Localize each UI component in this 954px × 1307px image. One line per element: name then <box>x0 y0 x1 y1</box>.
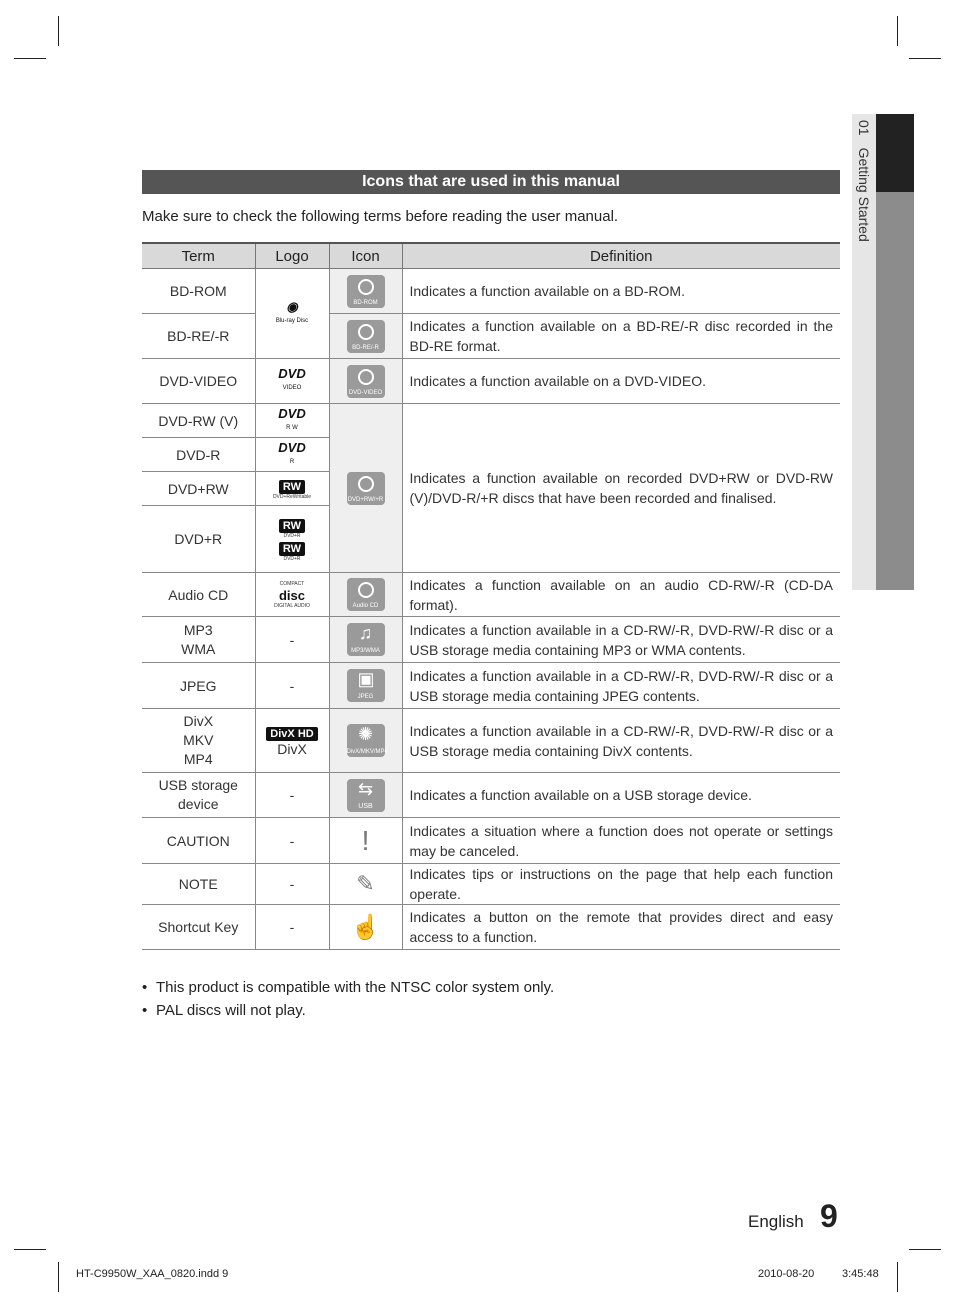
list-item: • This product is compatible with the NTSC color system only. <box>142 976 554 999</box>
dvd-r-logo <box>278 441 305 469</box>
logo-subtext: R <box>289 458 295 465</box>
term-cell <box>142 773 255 818</box>
icon-cell <box>329 573 402 617</box>
definition-cell: Indicates a button on the remote that provides direct and easy access to a function. <box>402 905 840 950</box>
mp3-wma-icon <box>347 623 385 656</box>
term-line: MP4 <box>183 751 213 767</box>
logo-subtext: COMPACT <box>279 580 305 587</box>
logo-cell <box>255 472 329 506</box>
table-row <box>142 663 840 709</box>
crop-mark <box>909 1249 941 1250</box>
logo-cell <box>255 709 329 773</box>
music-note-icon: ♫ <box>358 623 373 643</box>
divx-mkv-mp4-icon <box>346 724 388 757</box>
divx-logo-hd: HD <box>297 728 314 740</box>
usb-symbol-icon: ⇆ <box>357 778 374 799</box>
logo-cell <box>255 573 329 617</box>
icon-caption: BD-RE/-R <box>352 344 379 351</box>
term-cell: DVD-VIDEO <box>142 359 255 404</box>
term-cell: NOTE <box>142 864 255 905</box>
file-slug: HT-C9950W_XAA_0820.indd 9 <box>76 1268 229 1280</box>
bd-rom-icon <box>347 275 385 308</box>
chapter-title: Getting Started <box>856 147 872 242</box>
bluray-logo <box>276 300 308 328</box>
definition-cell: Indicates a function available in a CD-RW/-R, DVD-RW/-R disc or a USB storage media containing JPEG contents. <box>402 663 840 709</box>
crop-mark <box>897 16 898 46</box>
divx-logo <box>266 727 317 741</box>
term-cell: Shortcut Key <box>142 905 255 950</box>
icon-cell <box>329 818 402 864</box>
rw-logo: RW <box>279 519 305 533</box>
icon-cell <box>329 404 402 573</box>
term-cell: DVD-RW (V) <box>142 404 255 438</box>
icon-cell <box>329 663 402 709</box>
logo-cell: - <box>255 617 329 663</box>
film-reel-icon: ✺ <box>357 724 374 744</box>
term-cell: BD-ROM <box>142 269 255 314</box>
definition-cell: Indicates a function available in a CD-RW/-R, DVD-RW/-R disc or a USB storage media containing DivX contents. <box>402 709 840 773</box>
definition-cell: Indicates a function available in a CD-RW/-R, DVD-RW/-R disc or a USB storage media containing MP3 or WMA contents. <box>402 617 840 663</box>
logo-subtext: DIGITAL AUDIO <box>274 602 310 609</box>
header-definition: Definition <box>402 243 840 269</box>
logo-subtext: VIDEO <box>282 385 302 391</box>
chapter-number: 01 <box>856 120 872 136</box>
hand-pointer-icon: ☝ <box>350 913 381 941</box>
crop-mark <box>14 1249 46 1250</box>
logo-caption: DivX <box>277 741 307 757</box>
rw-logo: RW <box>279 542 305 556</box>
term-line: DivX <box>183 713 214 729</box>
icon-caption: MP3/WMA <box>351 648 380 654</box>
side-tab-marker <box>876 114 914 192</box>
logo-cell: - <box>255 905 329 950</box>
table-row <box>142 404 840 438</box>
icon-cell <box>329 864 402 905</box>
divx-logo-text: DivX <box>270 728 295 740</box>
dvd-video-icon <box>347 365 385 398</box>
definition-cell: Indicates a situation where a function does not operate or settings may be canceled. <box>402 818 840 864</box>
disc-glyph <box>358 279 374 295</box>
logo-cell <box>255 269 329 359</box>
intro-text: Make sure to check the following terms before reading the user manual. <box>142 208 619 225</box>
logo-subtext: DVD+R <box>283 533 301 539</box>
notes-list <box>142 976 554 1022</box>
definition-cell: Indicates a function available on an audio CD-RW/-R (CD-DA format). <box>402 573 840 617</box>
dvd-logo-text: DVD <box>278 405 306 421</box>
definition-cell: Indicates a function available on a DVD-VIDEO. <box>402 359 840 404</box>
dvd-logo-text: DVD <box>278 366 306 381</box>
bluray-logo-text: Blu-ray Disc <box>275 317 309 324</box>
language-label: English <box>748 1212 804 1231</box>
table-row <box>142 864 840 905</box>
term-cell <box>142 617 255 663</box>
bd-re-icon <box>347 320 385 353</box>
logo-subtext: R W <box>286 424 298 431</box>
disc-glyph <box>358 324 374 340</box>
dvd-logo-text: DVD <box>278 439 306 455</box>
pencil-icon: ✎ <box>356 871 375 896</box>
side-tab-label <box>856 120 872 242</box>
icon-cell <box>329 773 402 818</box>
definition-cell: Indicates a function available on a BD-ROM. <box>402 269 840 314</box>
definition-cell: Indicates a function available on a BD-RE/-R disc recorded in the BD-RE format. <box>402 314 840 359</box>
icon-caption: DVD+RW/+R <box>347 496 384 503</box>
slug-date: 2010-08-20 <box>758 1268 815 1280</box>
logo-cell: - <box>255 773 329 818</box>
icon-cell <box>329 359 402 404</box>
term-cell: JPEG <box>142 663 255 709</box>
icon-caption: BD-ROM <box>353 299 378 306</box>
logo-cell: - <box>255 663 329 709</box>
icon-caption: JPEG <box>357 694 374 700</box>
term-cell: DVD-R <box>142 438 255 472</box>
table-row <box>142 709 840 773</box>
term-cell: DVD+R <box>142 506 255 573</box>
jpeg-icon <box>347 669 385 702</box>
exclamation-icon: ! <box>361 824 370 856</box>
term-cell: CAUTION <box>142 818 255 864</box>
term-cell: Audio CD <box>142 573 255 617</box>
term-line: device <box>178 796 219 812</box>
term-line: USB storage <box>158 777 238 793</box>
logo-subtext: DVD+ReWritable <box>272 494 312 500</box>
crop-mark <box>909 58 941 59</box>
icon-cell <box>329 709 402 773</box>
term-cell <box>142 709 255 773</box>
table-row <box>142 773 840 818</box>
compact-disc-logo: disc <box>278 587 305 603</box>
dvd-rw-logo <box>278 407 305 435</box>
crop-mark <box>58 1262 59 1292</box>
icon-cell <box>329 314 402 359</box>
header-term: Term <box>142 243 255 269</box>
audio-cd-icon <box>347 578 385 611</box>
icon-caption: USB <box>358 802 373 810</box>
table-row <box>142 269 840 314</box>
icon-cell <box>329 617 402 663</box>
list-item: • PAL discs will not play. <box>142 999 554 1022</box>
table-row <box>142 818 840 864</box>
header-logo: Logo <box>255 243 329 269</box>
definition-cell: Indicates a function available on a USB storage device. <box>402 773 840 818</box>
crop-mark <box>14 58 46 59</box>
usb-icon <box>347 779 385 812</box>
logo-cell <box>255 506 329 573</box>
crop-mark <box>58 16 59 46</box>
term-line: WMA <box>181 640 216 657</box>
table-row <box>142 314 840 359</box>
icon-caption: Audio CD <box>352 603 379 609</box>
logo-subtext: DVD+R <box>283 556 301 562</box>
icon-caption: DivX/MKV/MP4 <box>346 749 388 755</box>
icon-cell <box>329 269 402 314</box>
table-row <box>142 905 840 950</box>
term-cell: DVD+RW <box>142 472 255 506</box>
header-icon: Icon <box>329 243 402 269</box>
side-tab-bar <box>876 192 914 590</box>
disc-glyph <box>358 582 374 598</box>
rw-logo: RW <box>279 480 305 494</box>
icon-caption: DVD-VIDEO <box>348 389 383 396</box>
bluray-logo-disc-glyph: ◉ <box>286 298 298 314</box>
definition-cell: Indicates tips or instructions on the page that help each function operate. <box>402 864 840 905</box>
dvd-video-logo <box>278 367 305 395</box>
dvd-rw-plus-r-icon <box>347 472 385 505</box>
table-row <box>142 359 840 404</box>
table-row <box>142 573 840 617</box>
term-line: MKV <box>183 732 214 748</box>
disc-glyph <box>358 369 374 385</box>
icons-table <box>142 242 840 950</box>
logo-cell <box>255 404 329 438</box>
logo-cell <box>255 438 329 472</box>
definition-cell: Indicates a function available on recorded DVD+RW or DVD-RW (V)/DVD-R/+R discs that have been recorded and finalised. <box>402 404 840 573</box>
image-icon: ▣ <box>357 669 375 689</box>
icon-cell <box>329 905 402 950</box>
logo-cell: - <box>255 818 329 864</box>
logo-cell <box>255 359 329 404</box>
page-number: 9 <box>820 1198 838 1234</box>
logo-cell: - <box>255 864 329 905</box>
slug-time: 3:45:48 <box>842 1268 879 1280</box>
table-header-row <box>142 243 840 269</box>
crop-mark <box>897 1262 898 1292</box>
disc-glyph <box>358 476 374 492</box>
table-row <box>142 617 840 663</box>
section-banner: Icons that are used in this manual <box>142 170 840 194</box>
term-line: MP3 <box>183 621 213 638</box>
term-cell: BD-RE/-R <box>142 314 255 359</box>
